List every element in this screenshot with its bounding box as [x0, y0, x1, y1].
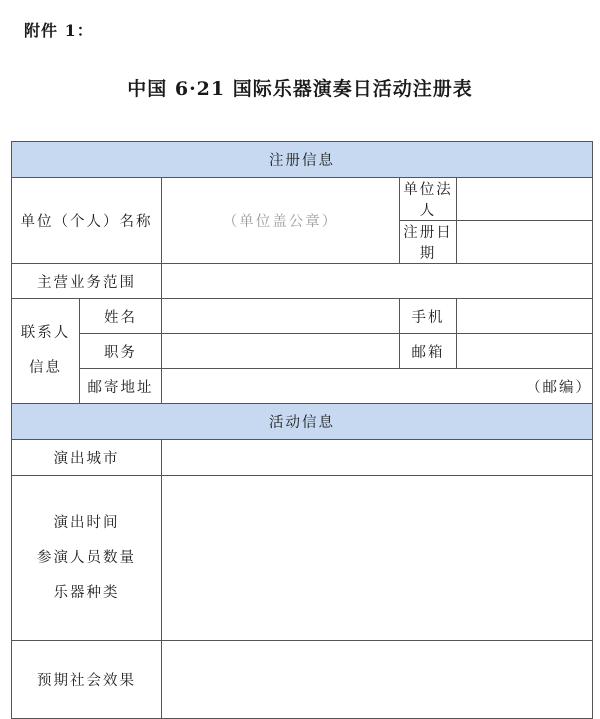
business-scope-label: 主营业务范围	[12, 264, 162, 299]
address-field[interactable]	[162, 369, 593, 404]
instrument-label: 乐器种类	[53, 584, 120, 601]
section-registration: 注册信息	[12, 142, 593, 178]
unit-seal-placeholder[interactable]: （单位盖公章）	[162, 178, 400, 264]
effect-field[interactable]	[162, 641, 593, 719]
city-label: 演出城市	[12, 440, 162, 476]
effect-label: 预期社会效果	[12, 641, 162, 719]
mobile-field[interactable]	[457, 299, 593, 334]
contact-label-line1: 联系人	[20, 325, 71, 341]
name-field[interactable]	[162, 299, 400, 334]
form-title: 中国 6·21 国际乐器演奏日活动注册表	[127, 78, 473, 100]
reg-date-field[interactable]	[457, 221, 593, 264]
email-field[interactable]	[457, 334, 593, 369]
attachment-label: 附件 1：	[24, 21, 94, 40]
performers-label: 参演人员数量	[37, 549, 136, 566]
email-label: 邮箱	[400, 334, 457, 369]
legal-rep-label: 单位法人	[400, 178, 457, 221]
business-scope-field[interactable]	[162, 264, 593, 299]
contact-label-line2: 信息	[29, 360, 62, 376]
address-label: 邮寄地址	[80, 369, 162, 404]
name-label: 姓名	[80, 299, 162, 334]
postcode-label: （邮编）	[526, 379, 593, 396]
position-label: 职务	[80, 334, 162, 369]
time-label: 演出时间	[53, 514, 120, 531]
city-field[interactable]	[162, 440, 593, 476]
mobile-label: 手机	[400, 299, 457, 334]
performance-details-label	[12, 476, 162, 641]
unit-name-label: 单位（个人）名称	[12, 178, 162, 264]
performance-details-field[interactable]	[162, 476, 593, 641]
registration-form	[11, 141, 593, 719]
contact-info-label	[12, 299, 80, 404]
section-activity: 活动信息	[12, 404, 593, 440]
reg-date-label: 注册日期	[400, 221, 457, 264]
legal-rep-field[interactable]	[457, 178, 593, 221]
position-field[interactable]	[162, 334, 400, 369]
